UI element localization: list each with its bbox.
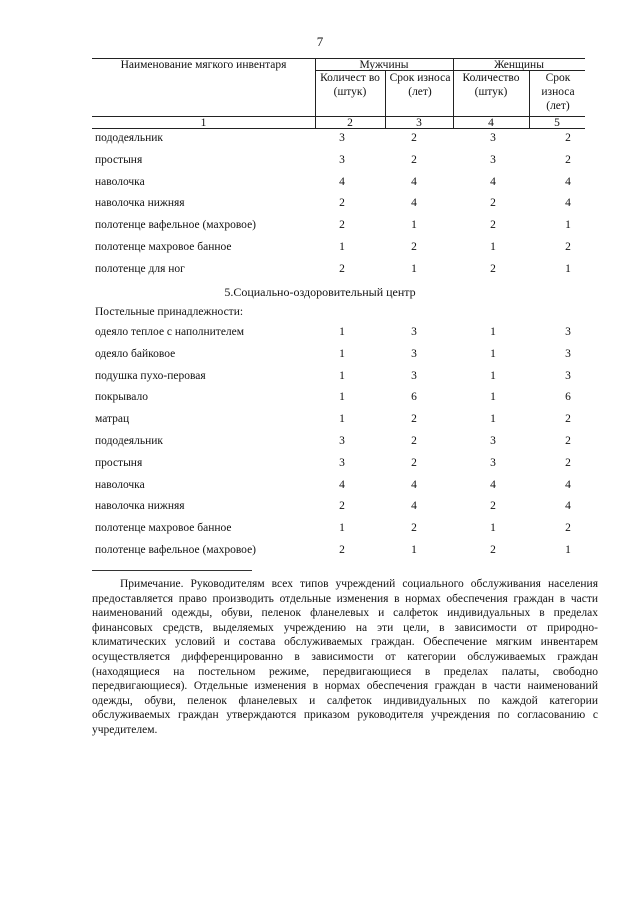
men-quantity-cell: 1 xyxy=(339,413,345,426)
item-name: пододеяльник xyxy=(95,435,163,447)
men-quantity-cell: 1 xyxy=(339,347,345,360)
women-term-cell: 1 xyxy=(565,262,571,275)
women-quantity-cell: 3 xyxy=(490,132,496,144)
page-number: 7 xyxy=(316,34,324,49)
column-number-2: 2 xyxy=(347,117,353,129)
header-men-term: Срок износа (лет) xyxy=(389,72,451,98)
women-term-cell: 2 xyxy=(565,435,571,447)
men-quantity-cell: 3 xyxy=(339,435,345,447)
women-quantity-cell: 1 xyxy=(490,391,496,404)
women-term-cell: 4 xyxy=(565,500,571,513)
header-women: Женщины xyxy=(494,59,544,71)
men-quantity-cell: 3 xyxy=(339,456,345,469)
item-name: полотенце вафельное (махровое) xyxy=(95,544,257,556)
women-term-cell: 3 xyxy=(565,347,571,360)
men-term-cell: 4 xyxy=(411,197,417,210)
item-name: пододеяльник xyxy=(95,132,163,144)
footnote-rule xyxy=(92,570,252,571)
women-term-cell: 4 xyxy=(565,175,571,188)
women-quantity-cell: 1 xyxy=(490,241,496,253)
men-quantity-cell: 2 xyxy=(339,544,345,556)
item-name: матрац xyxy=(95,413,130,426)
men-term-cell: 1 xyxy=(411,262,417,275)
women-quantity-cell: 2 xyxy=(490,262,496,275)
men-term-cell: 4 xyxy=(411,500,417,513)
men-term-cell: 3 xyxy=(411,326,417,338)
women-quantity-cell: 1 xyxy=(490,326,496,338)
men-quantity-cell: 1 xyxy=(339,522,345,535)
item-name: покрывало xyxy=(95,391,148,404)
section-title: 5.Социально-оздоровительный центр xyxy=(224,285,416,299)
men-term-cell: 2 xyxy=(411,241,417,253)
women-quantity-cell: 1 xyxy=(490,347,496,360)
women-quantity-cell: 3 xyxy=(490,435,496,447)
women-term-cell: 3 xyxy=(565,369,571,382)
column-number-5: 5 xyxy=(554,117,560,129)
men-term-cell: 6 xyxy=(411,391,417,404)
column-number-1: 1 xyxy=(200,117,207,129)
women-term-cell: 2 xyxy=(565,522,571,535)
men-quantity-cell: 2 xyxy=(339,262,345,275)
table-header xyxy=(92,58,585,128)
women-term-cell: 2 xyxy=(565,456,571,469)
women-quantity-cell: 2 xyxy=(490,500,496,513)
item-name: одеяло байковое xyxy=(95,347,176,360)
men-quantity-cell: 3 xyxy=(339,132,345,144)
women-quantity-cell: 4 xyxy=(490,478,496,491)
item-name: одеяло теплое с наполнителем xyxy=(95,326,245,338)
header-women-term: Срок износа (лет) xyxy=(541,72,575,112)
men-term-cell: 2 xyxy=(411,153,417,166)
men-quantity-cell: 1 xyxy=(339,326,345,338)
men-quantity-cell: 1 xyxy=(339,241,345,253)
men-term-cell: 1 xyxy=(411,544,417,556)
men-term-cell: 4 xyxy=(411,478,417,491)
women-quantity-cell: 3 xyxy=(490,153,496,166)
men-quantity-cell: 4 xyxy=(339,175,345,188)
women-quantity-cell: 2 xyxy=(490,544,496,556)
women-term-cell: 4 xyxy=(565,478,571,491)
men-quantity-cell: 1 xyxy=(339,369,345,382)
women-quantity-cell: 2 xyxy=(490,219,496,232)
men-term-cell: 2 xyxy=(411,132,417,144)
men-quantity-cell: 3 xyxy=(339,153,345,166)
women-term-cell: 2 xyxy=(565,153,571,166)
women-quantity-cell: 2 xyxy=(490,197,496,210)
men-term-cell: 2 xyxy=(411,413,417,426)
men-term-cell: 2 xyxy=(411,522,417,535)
header-women-quantity: Количество (штук) xyxy=(462,72,520,98)
women-term-cell: 3 xyxy=(565,326,571,338)
footnote-text: Примечание. Руководителям всех типов учреждений социального обслуживания населения предоставляется право производить отдельные изменения в нормах обеспечения граждан в части наименований одежды, обуви, пеленок фланелевых и салфеток индивидуальных в пределах финансовых средств, выделяемых учреждению на эти цели, в зависимости от природно-климатических условий и состава обслуживаемых граждан. Обеспечение мягким инвентарем осуществляется дифференцированно в зависимости от категории обслуживаемых граждан (находящиеся на постельном режиме, передвигающиеся в пределах палаты, свободно передвигающиеся). Отдельные изменения в нормах обеспечения граждан в части наименований одежды, обуви, пеленок фланелевых и салфеток индивидуальных по каждой категории обслуживаемых граждан утверждаются приказом руководителя учреждения по согласованию с учредителем. xyxy=(92,578,598,736)
header-item-name: Наименование мягкого инвентаря xyxy=(120,59,287,71)
item-name: наволочка нижняя xyxy=(95,197,185,210)
item-name: полотенце для ног xyxy=(95,262,185,275)
women-term-cell: 1 xyxy=(565,544,571,556)
men-term-cell: 3 xyxy=(411,369,417,382)
header-men: Мужчины xyxy=(359,59,409,71)
men-term-cell: 2 xyxy=(411,456,417,469)
item-name: полотенце махровое банное xyxy=(95,522,232,535)
women-term-cell: 2 xyxy=(565,241,571,253)
men-term-cell: 4 xyxy=(411,175,417,188)
item-name: полотенце вафельное (махровое) xyxy=(95,219,257,232)
men-quantity-cell: 2 xyxy=(339,219,345,232)
men-quantity-cell: 1 xyxy=(339,391,345,404)
women-term-cell: 2 xyxy=(565,413,571,426)
women-term-cell: 4 xyxy=(565,197,571,210)
women-term-cell: 6 xyxy=(565,391,571,404)
men-quantity-cell: 2 xyxy=(339,500,345,513)
item-name: наволочка xyxy=(95,175,145,188)
header-men-quantity: Количест во (штук) xyxy=(320,72,380,98)
item-name: полотенце махровое банное xyxy=(95,241,232,253)
women-term-cell: 2 xyxy=(565,132,571,144)
women-quantity-cell: 1 xyxy=(490,413,496,426)
men-quantity-cell: 4 xyxy=(339,478,345,491)
men-term-cell: 1 xyxy=(411,219,417,232)
item-name: простыня xyxy=(95,456,143,469)
men-quantity-cell: 2 xyxy=(339,197,345,210)
women-quantity-cell: 3 xyxy=(490,456,496,469)
women-quantity-cell: 1 xyxy=(490,369,496,382)
item-name: наволочка нижняя xyxy=(95,500,185,513)
women-quantity-cell: 1 xyxy=(490,522,496,535)
women-term-cell: 1 xyxy=(565,219,571,232)
item-name: наволочка xyxy=(95,478,145,491)
item-name: простыня xyxy=(95,153,143,166)
column-number-4: 4 xyxy=(488,117,494,129)
men-term-cell: 2 xyxy=(411,435,417,447)
men-term-cell: 3 xyxy=(411,347,417,360)
subsection-heading: Постельные принадлежности: xyxy=(95,306,244,318)
item-name: подушка пухо-перовая xyxy=(95,369,206,382)
women-quantity-cell: 4 xyxy=(490,175,496,188)
column-number-3: 3 xyxy=(416,117,422,129)
